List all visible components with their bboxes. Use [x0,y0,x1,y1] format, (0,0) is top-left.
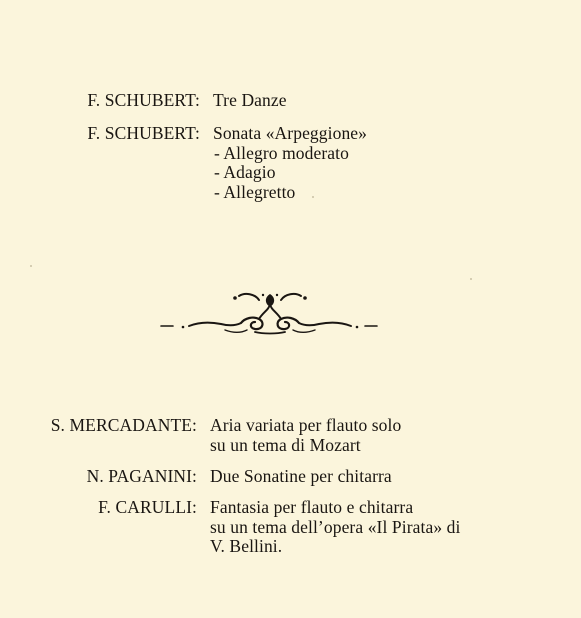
composer-name: N. PAGANINI: [86,466,197,486]
work-title: Aria variata per flauto solo [210,415,402,435]
paper-speck [470,278,472,280]
composer-name: F. SCHUBERT: [87,90,200,110]
movement-allegro-moderato: - Allegro moderato [214,142,349,163]
movement-allegretto: - Allegretto [214,181,296,202]
work-subtitle: su un tema di Mozart [210,434,361,455]
floral-divider-icon [155,286,385,336]
work-title-block [210,467,392,487]
work-title-block [213,91,287,111]
work-subtitle: su un tema dell’opera «Il Pirata» di [210,516,461,537]
composer-name: F. SCHUBERT: [87,123,200,143]
work-title-block [213,124,367,202]
paper-speck [30,265,32,267]
composer-name: S. MERCADANTE: [50,415,197,435]
work-title: Tre Danze [213,90,287,110]
work-title-block [210,416,401,455]
work-title: Sonata «Arpeggione» [213,123,368,143]
paper-speck [312,196,314,198]
work-title: Due Sonatine per chitarra [210,466,392,486]
movement-adagio: - Adagio [214,162,276,182]
composer-name: F. CARULLI: [98,497,197,517]
work-subtitle: V. Bellini. [210,536,283,556]
work-title: Fantasia per flauto e chitarra [210,497,414,517]
work-title-block [210,498,460,557]
